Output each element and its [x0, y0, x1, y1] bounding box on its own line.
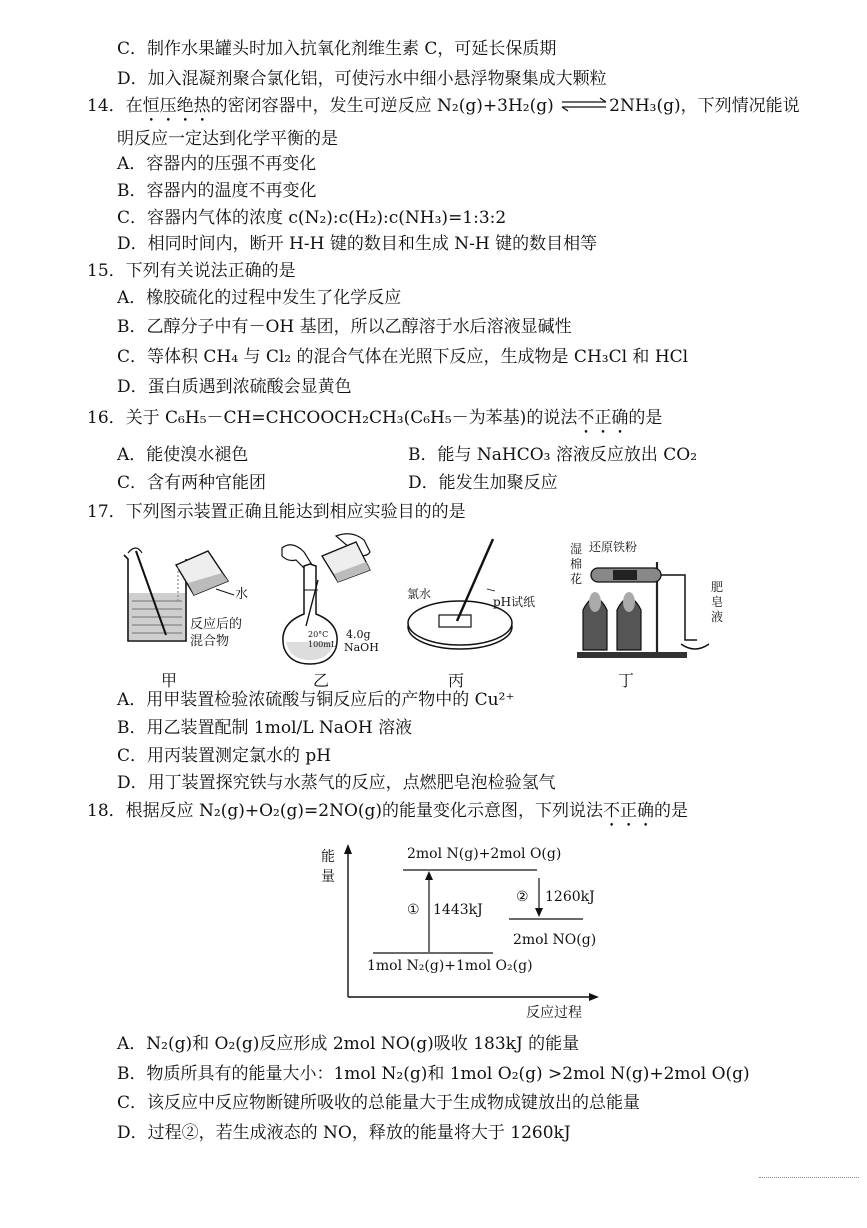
q15-stem-text: 下列有关说法正确的是 — [125, 261, 296, 281]
label-reduced-iron: 还原铁粉 — [589, 540, 638, 554]
x-axis-label: 反应过程 — [526, 1005, 582, 1021]
equilibrium-arrow-icon — [559, 97, 609, 113]
iron-steam-apparatus-illustration — [567, 540, 727, 665]
label-wet-cotton-2: 棉 — [570, 557, 583, 571]
q14-option-d: D．相同时间内，断开 H-H 键的数目和生成 N-H 键的数目相等 — [117, 234, 598, 254]
level-bottom-label: 1mol N₂(g)+1mol O₂(g) — [367, 958, 533, 974]
q17-stem — [87, 501, 466, 523]
label-soap-solution — [711, 580, 723, 625]
energy-diagram — [315, 840, 605, 1020]
q14-stem-line2: 明反应一定达到化学平衡的是 — [117, 129, 338, 149]
step2-value: 1260kJ — [545, 889, 595, 905]
caption-bing: 丙 — [448, 671, 465, 690]
q16-stem-post: 的是 — [628, 408, 663, 428]
q15-number: 15． — [87, 261, 126, 281]
figure-ding — [567, 540, 727, 665]
y-axis-label-2: 量 — [321, 869, 335, 885]
level-right-label: 2mol NO(g) — [513, 932, 597, 948]
q18-option-c: C．该反应中反应物断键所吸收的总能量大于生成物成键放出的总能量 — [117, 1093, 641, 1113]
q13-option-c: C．制作水果罐头时加入抗氧化剂维生素 C，可延长保质期 — [117, 39, 557, 59]
label-chlorine-water: 氯水 — [407, 587, 432, 601]
footer-dotted-rule — [759, 1177, 859, 1178]
q17-option-c: C．用丙装置测定氯水的 pH — [117, 746, 332, 766]
label-wet-cotton-3: 花 — [570, 572, 583, 586]
q13-option-d: D．加入混凝剂聚合氯化铝，可使污水中细小悬浮物聚集成大颗粒 — [117, 69, 607, 89]
q14-stem-pre: 在 — [125, 96, 143, 116]
q18-option-a: A．N₂(g)和 O₂(g)反应形成 2mol NO(g)吸收 183kJ 的能量 — [117, 1034, 580, 1054]
q17-number: 17． — [87, 502, 126, 522]
q14-option-a: A．容器内的压强不再变化 — [117, 154, 317, 174]
caption-yi: 乙 — [313, 671, 330, 690]
q17-option-b: B．用乙装置配制 1mol/L NaOH 溶液 — [117, 718, 413, 738]
q16-stem-pre: 关于 C₆H₅－CH=CHCOOCH₂CH₃(C₆H₅－为苯基)的说法 — [125, 408, 578, 428]
label-water: 水 — [235, 587, 249, 602]
label-wet-cotton-1: 湿 — [570, 542, 583, 556]
q16-option-d: D．能发生加聚反应 — [408, 473, 558, 493]
q18-stem — [87, 800, 688, 831]
q16-number: 16． — [87, 408, 126, 428]
q14-option-b: B．容器内的温度不再变化 — [117, 181, 317, 201]
label-ph-paper: pH试纸 — [493, 595, 536, 609]
figure-bing — [405, 535, 545, 665]
q15-option-d: D．蛋白质遇到浓硫酸会显黄色 — [117, 377, 352, 397]
q14-stem-post: 的密闭容器中，发生可逆反应 N₂(g)+3H₂(g) — [210, 96, 554, 116]
q15-option-a: A．橡胶硫化的过程中发生了化学反应 — [117, 288, 402, 308]
q15-stem — [87, 260, 296, 282]
label-mixture-1: 反应后的 — [190, 617, 243, 632]
q16-option-b: B．能与 NaHCO₃ 溶液反应放出 CO₂ — [408, 445, 698, 465]
step1-mark: ① — [407, 902, 420, 918]
level-top-label: 2mol N(g)+2mol O(g) — [407, 846, 562, 862]
y-axis-label-1: 能 — [321, 849, 335, 865]
label-wet-cotton — [570, 542, 582, 587]
q16-stem-emphasis: 不正确 — [577, 408, 629, 428]
q16-option-a: A．能使溴水褪色 — [117, 445, 249, 465]
q18-stem-post: 的是 — [654, 801, 689, 821]
caption-ding: 丁 — [618, 671, 635, 690]
q17-stem-text: 下列图示装置正确且能达到相应实验目的的是 — [125, 502, 466, 522]
q18-number: 18． — [87, 801, 126, 821]
q15-option-c: C．等体积 CH₄ 与 Cl₂ 的混合气体在光照下反应，生成物是 CH₃Cl 和 HCl — [117, 347, 689, 367]
q14-stem-post2: 2NH₃(g)，下列情况能说 — [609, 96, 800, 116]
q18-option-b: B．物质所具有的能量大小：1mol N₂(g)和 1mol O₂(g) >2mol N(g)+2mol O(g) — [117, 1064, 750, 1084]
q18-stem-pre: 根据反应 N₂(g)+O₂(g)=2NO(g)的能量变化示意图，下列说法 — [125, 801, 604, 821]
caption-jia: 甲 — [161, 671, 178, 690]
q14-stem — [87, 95, 800, 126]
label-soap-3: 液 — [711, 610, 724, 624]
label-flask-temp: 20°C — [308, 630, 329, 639]
label-soap-2: 皂 — [711, 595, 724, 609]
label-flask-volume: 100mL — [308, 640, 337, 649]
q16-option-c: C．含有两种官能团 — [117, 473, 267, 493]
energy-diagram-axes — [315, 840, 605, 1020]
label-naoh: NaOH — [344, 641, 379, 654]
label-soap-1: 肥 — [711, 580, 724, 594]
q17-option-d: D．用丁装置探究铁与水蒸气的反应，点燃肥皂泡检验氢气 — [117, 773, 556, 793]
q16-stem — [87, 407, 662, 438]
q18-option-d: D．过程②，若生成液态的 NO，释放的能量将大于 1260kJ — [117, 1123, 571, 1143]
q14-option-c: C．容器内气体的浓度 c(N₂):c(H₂):c(NH₃)=1:3:2 — [117, 208, 507, 228]
step2-mark: ② — [516, 889, 529, 905]
q15-option-b: B．乙醇分子中有－OH 基团，所以乙醇溶于水后溶液显碱性 — [117, 317, 572, 337]
figure-jia — [118, 533, 258, 663]
q14-number: 14． — [87, 96, 126, 116]
q14-stem-emphasis: 恒压绝热 — [142, 96, 211, 116]
q17-option-a: A．用甲装置检验浓硫酸与铜反应后的产物中的 Cu²⁺ — [117, 690, 515, 710]
label-naoh-mass: 4.0g — [346, 628, 371, 641]
label-mixture-2: 混合物 — [190, 634, 230, 649]
figure-yi — [278, 530, 388, 665]
q18-stem-emphasis: 不正确 — [603, 801, 655, 821]
step1-value: 1443kJ — [433, 902, 483, 918]
